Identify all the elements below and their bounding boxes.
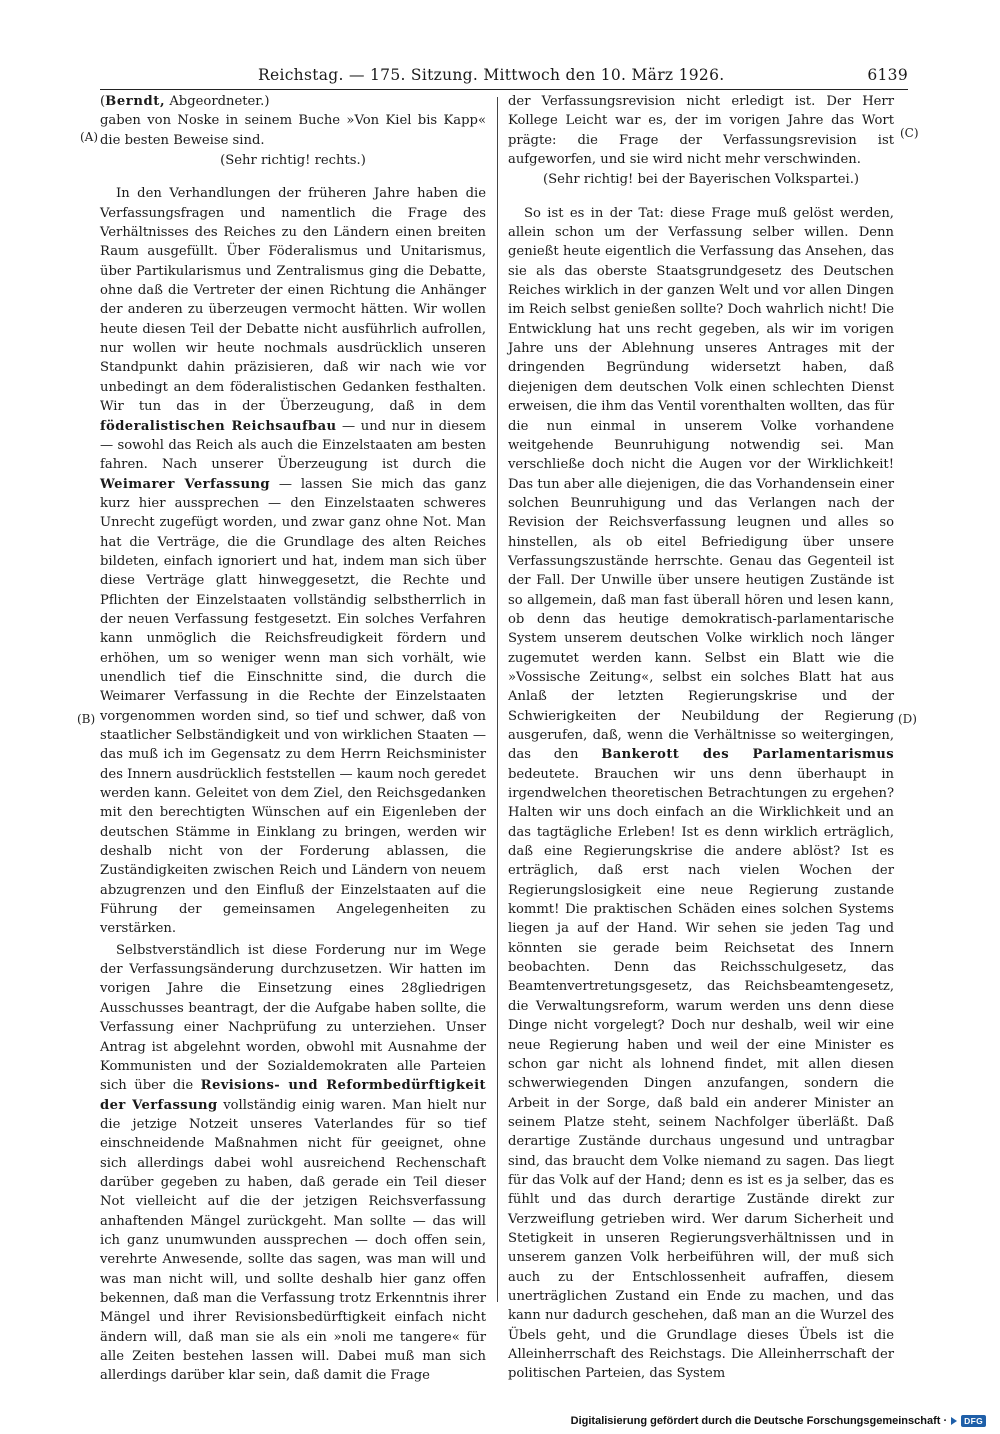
- emphasis-text: föderalistischen Reichsaufbau: [100, 418, 337, 434]
- paragraph-text: Selbstverständlich ist diese Forderung nur im Wege der Verfassungsänderung durchzusetzen. Wir hatten im vorigen Jahre die Einsetzung eines 28gliedrigen Ausschusses beantragt, der die Aufgabe haben sollte, die Verfassung einer Nachprüfung zu unterziehen. Unser Antrag ist abgelehnt worden, obwohl mit Ausnahme der Kommunisten und der Sozialdemokraten alle Parteien sich über die: [100, 942, 486, 1094]
- column-divider: [497, 97, 498, 1302]
- credit-text: Digitalisierung gefördert durch die Deutsche Forschungsgemeinschaft ·: [570, 1415, 948, 1427]
- paragraph-text: So ist es in der Tat: diese Frage muß gelöst werden, allein schon um der Verfassung selber willen. Denn genießt heute eigentlich die Verfassung das Ansehen, das sie als das oberste Staatsgrundgesetz des Deutschen Reiches wirklich in der ganzen Welt und vor allen Dingen im Reich selbst genießen sollte? Doch wahrlich nicht! Die Entwicklung hat uns recht gegeben, als wir im vorigen Jahre uns der Ablehnung unseres Antrages mit der dringenden Begründung widersetzt haben, daß diejenigen dem deutschen Volk einen schlechten Dienst erweisen, die ihm das Ventil vorenthalten wollten, das für die nun einmal in unserem Volke vorhandene weitgehende Beunruhigung notwendig sei. Man verschließe doch nicht die Augen vor der Wirklichkeit! Das tun aber alle diejenigen, die das Vorhandensein einer solchen Beunruhigung und das Verlangen nach der Revision der Reichsverfassung leugnen und alles so hinstellen, als ob eitel Befriedigung über unsere Verfassungszustände herrschte. Genau das Gegenteil ist der Fall. Der Unwille über unsere heutigen Zustände ist so allgemein, daß man fast überall hören und lesen kann, ob denn das heutige demokratisch-parlamentarische System unserem deutschen Volke wirklich noch länger zugemutet werden kann. Selbst ein Blatt wie die »Vossische Zeitung«, selbst ein solches Blatt hat aus Anlaß der letzten Regierungskrise und der Schwierigkeiten der Neubildung der Regierung ausgerufen, daß, wenn die Verhältnisse so weitergingen, das den: [508, 205, 894, 763]
- margin-marker-d: (D): [898, 712, 917, 726]
- paragraph: [100, 941, 486, 1386]
- header-title: Reichstag. — 175. Sitzung. Mittwoch den 10. März 1926.: [258, 66, 725, 84]
- interjection: (Sehr richtig! bei der Bayerischen Volkspartei.): [542, 172, 860, 188]
- paragraph-text: — lassen Sie mich das ganz kurz hier aussprechen — den Einzelstaaten schweres Unrecht zugefügt worden, und zwar ganz ohne Not. Man hat die Verträge, die die Grundlage des alten Reiches bildeten, einfach ignoriert und hat, indem man sich über diese Verträge glatt hinweggesetzt, die Rechte und Pflichten der Einzelstaaten vollständig selbstherrlich in der neuen Verfassung festgesetzt. Ein solches Verfahren kann unmöglich die Reichsfreudigkeit fördern und erhöhen, um so weniger wenn man sich vorhält, wie unendlich tief die Einschnitte sind, die durch die Weimarer Verfassung in die Rechte der Einzelstaaten vorgenommen worden sind, so tief und schwer, daß von staatlicher Selbständigkeit und von wirklichen Staaten — das muß ich im Gegensatz zu dem Herrn Reichsminister des Innern ausdrücklich feststellen — kaum noch geredet werden kann. Geleitet von dem Ziel, den Reichsgedanken mit den berechtigten Wünschen auf ein Eigenleben der deutschen Stämme in Einklang zu bringen, werden wir deshalb nicht von der Forderung ablassen, die Zuständigkeiten zwischen Reich und Ländern von neuem abzugrenzen und den Einfluß der Einzelstaaten auf die Führung der gemeinsamen Angelegenheiten zu verstärken.: [100, 476, 486, 937]
- margin-marker-b: (B): [77, 712, 96, 726]
- emphasis-text: Weimarer Verfassung: [100, 476, 271, 492]
- paragraph-text: In den Verhandlungen der früheren Jahre haben die Verfassungsfragen und namentlich die Frage des Verhältnisses des Reiches zu den Ländern einen breiten Raum ausgefüllt. Über Föderalismus und Unitarismus, über Partikularismus und Zentralismus ging die Debatte, ohne daß die Vertreter der einen Richtung die Anhänger der anderen zu überzeugen vermocht hätten. Wir wollen heute diesen Teil der Debatte nicht ausführlich aufrollen, nur wollen wir heute nochmals ausdrücklich unseren Standpunkt dahin präzisieren, daß wir nach wie vor unbedingt an dem föderalistischen Gedanken festhalten. Wir tun das in der Überzeugung, daß in dem: [100, 186, 486, 415]
- paragraph-text: bedeutete. Brauchen wir uns denn überhaupt in irgendwelchen theoretischen Betrachtungen zu ergehen? Halten wir uns doch einfach an die Wirklichkeit und an das tagtägliche Erleben! Ist es denn wirklich erträglich, daß eine Regierungskrise die andere ablöst? Ist es erträglich, daß erst nach vielen Wochen der Regierungslosigkeit eine neue Regierung zustande kommt! Die praktischen Schäden eines solchen Systems liegen ja auf der Hand. Wir sehen sie jeden Tag und könnten sie gerade beim Reichsetat des Innern beobachten. Denn das Reichsschulgesetz, das Beamtenvertretungsgesetz, das Reichsbeamtengesetz, die Verwaltungsreform, warum werden uns denn diese Dinge nicht vorgelegt? Doch nur deshalb, weil wir eine neue Regierung haben und weil der eine Minister es schon gar nicht als lohnend findet, mit allen diesen schwerwiegenden Dingen anzufangen, sondern die Arbeit in der Sorge, daß bald ein anderer Minister an seinem Platze steht, seinem Nachfolger überläßt. Daß derartige Zustände durchaus ungesund und untragbar sind, das braucht dem Volke niemand zu sagen. Das liegt für das Volk auf der Hand; denn es ist es ja selber, das es fühlt und das durch derartige Zustände direkt zur Verzweiflung getrieben wird. Wer darum Sicherheit und Stetigkeit in unseren Regierungsverhältnissen und in unserem ganzen Volk herbeiführen will, der muß sich auch zu der Entschlossenheit aufraffen, diesem unerträglichen Zustand ein Ende zu machen, und das kann nur dadurch geschehen, daß man an die Wurzel des Übels geht, und die Grundlage dieses Übels ist die Alleinherrschaft des Reichstags. Die Alleinherrschaft der politischen Parteien, das System: [508, 766, 894, 1382]
- paragraph: der Verfassungsrevision nicht erledigt ist. Der Herr Kollege Leicht war es, der im vorigen Jahre das Wort prägte: die Frage der Verfassungsrevision ist aufgeworfen, und sie wird nicht mehr verschwinden.: [508, 94, 894, 168]
- paragraph-text: — und nur in diesem — sowohl das Reich als auch die Einzelstaaten am besten fahren. Nach unserer Überzeugung ist durch die: [100, 418, 486, 473]
- paragraph: [508, 204, 894, 1384]
- digitization-credit: [571, 1413, 986, 1429]
- dfg-arrow-icon: [951, 1417, 957, 1425]
- paragraph-text: vollständig einig waren. Man hielt nur die jetzige Notzeit unseres Vaterlandes für so tief einschneidende Maßnahmen nicht für geeignet, ohne sich allerdings dabei wohl ausreichend Rechenschaft darüber gegeben zu haben, daß gerade ein Teil dieser Not vielleicht auf die der jetzigen Reichsverfassung anhaftenden Mängel zurückgeht. Man sollte — das will ich ganz unumwunden aussprechen — doch offen sein, verehrte Anwesende, sollte das sagen, was man will und was man nicht will, und sollte deshalb hier ganz offen bekennen, daß man die Verfassung trotz Erkenntnis ihrer Mängel und ihrer Revisionsbedürftigkeit einfach nicht ändern will, daß man sie als ein »noli me tangere« für alle Zeiten bestehen lassen will. Dabei muß man sich allerdings darüber klar sein, daß damit die Frage: [100, 1097, 487, 1384]
- interjection: (Sehr richtig! rechts.): [220, 153, 366, 169]
- emphasis-text: Revisions- und Reformbedürftigkeit der Verfassung: [100, 1078, 486, 1113]
- speaker-line: (Berndt, Abgeordneter.): [100, 94, 270, 109]
- paragraph: gaben von Noske in seinem Buche »Von Kiel bis Kapp« die besten Beweise sind.: [100, 113, 486, 148]
- page-number: 6139: [867, 66, 908, 84]
- margin-marker-a: (A): [80, 130, 99, 144]
- left-column: [100, 92, 486, 1386]
- page-header: [100, 66, 908, 90]
- emphasis-text: Bankerott des Parlamentarismus: [601, 747, 894, 763]
- speaker-role: Abgeordneter.: [169, 94, 265, 109]
- speaker-name: Berndt,: [105, 94, 166, 109]
- dfg-logo: DFG: [961, 1415, 986, 1427]
- margin-marker-c: (C): [900, 126, 919, 140]
- paragraph: [100, 184, 486, 938]
- header-rule: [100, 89, 908, 90]
- right-column: [508, 92, 894, 1384]
